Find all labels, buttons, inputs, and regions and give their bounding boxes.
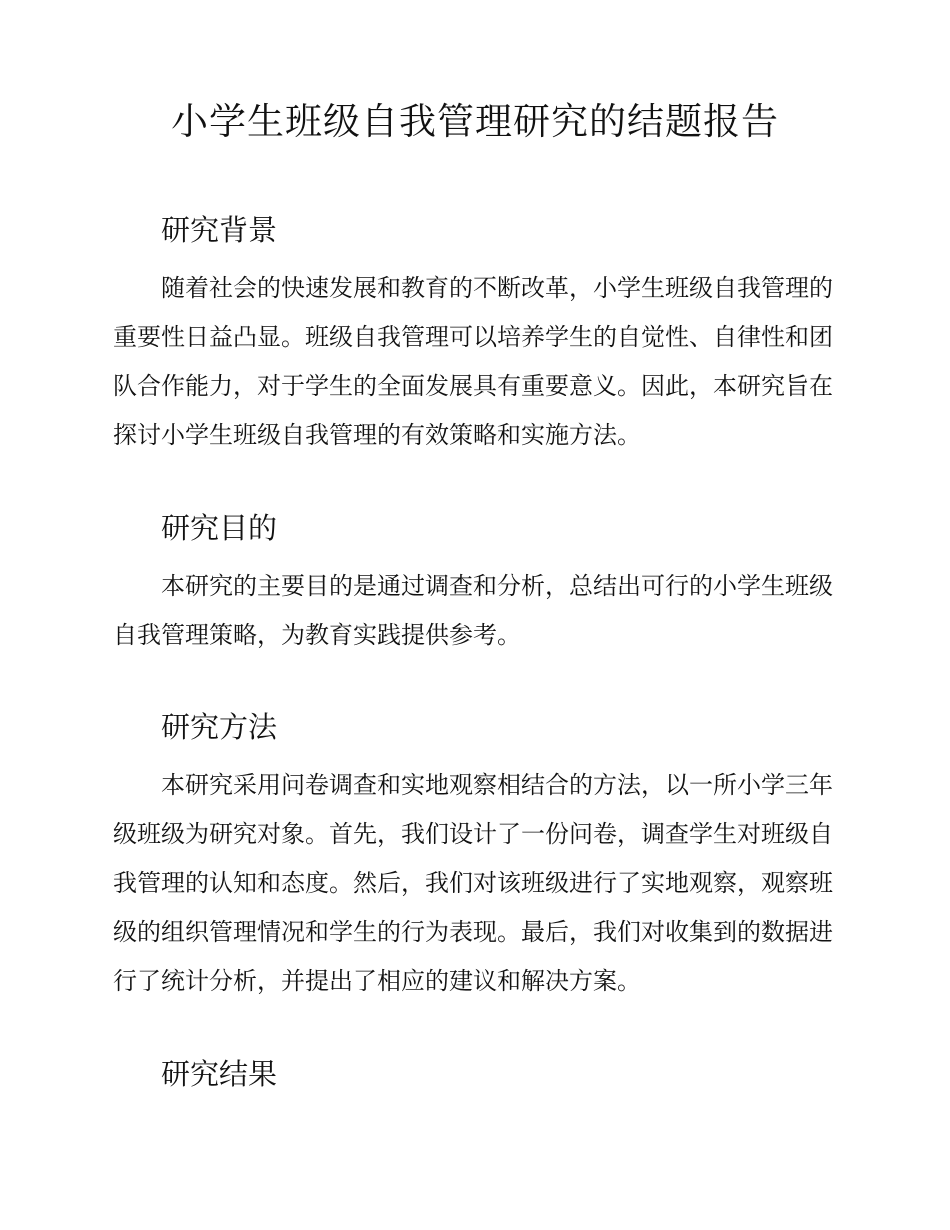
section-heading: 研究目的: [161, 511, 278, 545]
section-heading: 研究结果: [161, 1057, 278, 1091]
section-research-results: [113, 1054, 833, 1094]
section-research-purpose: [113, 508, 833, 660]
section-paragraph: 本研究的主要目的是通过调查和分析，总结出可行的小学生班级自我管理策略，为教育实践提供参考。: [113, 572, 833, 649]
section-research-method: [113, 707, 833, 1006]
section-paragraph: 本研究采用问卷调查和实地观察相结合的方法，以一所小学三年级班级为研究对象。首先，我们设计了一份问卷，调查学生对班级自我管理的认知和态度。然后，我们对该班级进行了实地观察，观察班级的组织管理情况和学生的行为表现。最后，我们对收集到的数据进行了统计分析，并提出了相应的建议和解决方案。: [113, 771, 833, 995]
section-heading: 研究背景: [161, 213, 278, 247]
document-title: 小学生班级自我管理研究的结题报告: [171, 100, 779, 143]
section-paragraph: 随着社会的快速发展和教育的不断改革，小学生班级自我管理的重要性日益凸显。班级自我管理可以培养学生的自觉性、自律性和团队合作能力，对于学生的全面发展具有重要意义。因此，本研究旨在探讨小学生班级自我管理的有效策略和实施方法。: [113, 274, 833, 449]
section-heading: 研究方法: [161, 710, 278, 744]
section-research-background: [113, 210, 833, 460]
